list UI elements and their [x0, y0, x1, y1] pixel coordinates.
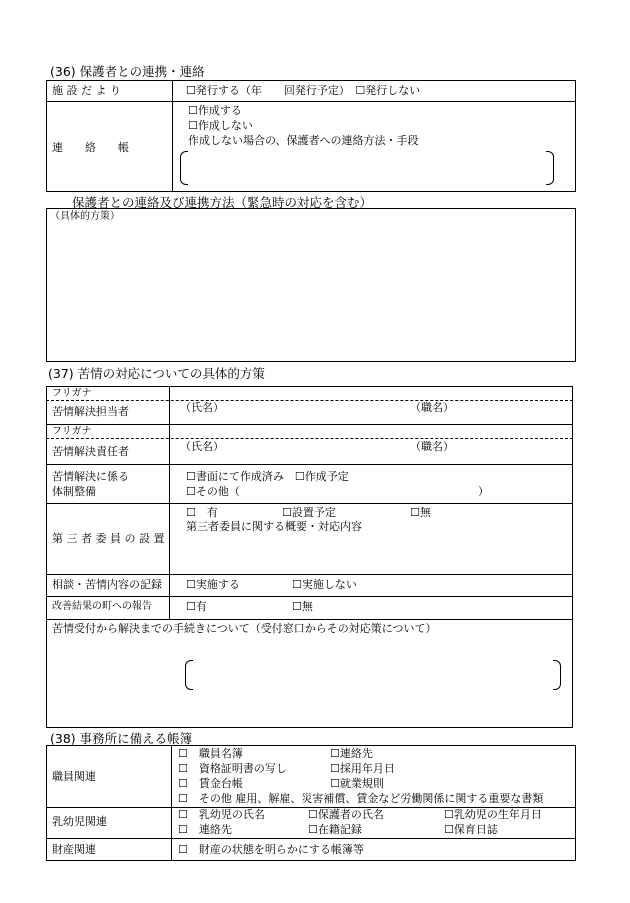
staff-wage-ledger[interactable]: ☐ 賃金台帳 — [178, 777, 243, 790]
child-birthdate[interactable]: ☐乳幼児の生年月日 — [444, 808, 542, 821]
officer-title-label: （職名） — [410, 401, 454, 414]
newsletter-label: 施 設 だ よ り — [52, 84, 121, 97]
contact-method-bracket-right — [546, 151, 554, 185]
system-options[interactable]: ☐書面にて作成済み ☐作成予定 — [186, 470, 349, 483]
section-38-divider — [171, 745, 172, 861]
liaison-box[interactable] — [46, 208, 576, 362]
furigana-rule-2 — [46, 438, 573, 439]
asset-ledger[interactable]: ☐ 財産の状態を明らかにする帳簿等 — [178, 843, 364, 856]
officer-row-rule — [46, 424, 573, 425]
liaison-heading: 保護者との連絡及び連携方法（緊急時の対応を含む） — [72, 195, 373, 210]
staff-roster[interactable]: ☐ 職員名簿 — [178, 747, 243, 760]
third-party-label: 第 三 者 委 員 の 設 置 — [52, 532, 165, 545]
system-other[interactable]: ☐その他（ — [186, 485, 240, 498]
report-yes[interactable]: ☐有 — [186, 600, 207, 613]
child-label: 乳幼児関連 — [52, 815, 107, 828]
specific-plan-label: （具体的方策） — [50, 211, 120, 222]
staff-hire-date[interactable]: ☐採用年月日 — [330, 762, 395, 775]
responsible-row-rule — [46, 464, 573, 465]
enrollment-record[interactable]: ☐在籍記録 — [308, 823, 362, 836]
system-other-close: ） — [478, 485, 489, 498]
report-no[interactable]: ☐無 — [292, 600, 313, 613]
section-36-divider — [172, 80, 173, 192]
newsletter-options[interactable]: ☐発行する（年 回発行予定） ☐発行しない — [186, 84, 421, 97]
record-row-rule — [46, 596, 573, 597]
child-contact[interactable]: ☐ 連絡先 — [178, 823, 232, 836]
officer-name-label: （氏名） — [180, 401, 224, 414]
staff-contact[interactable]: ☐連絡先 — [330, 747, 373, 760]
report-label: 改善結果の町への報告 — [52, 601, 152, 612]
system-row-rule — [46, 503, 573, 504]
third-party-row-rule — [46, 574, 573, 575]
childcare-diary[interactable]: ☐保育日誌 — [444, 823, 498, 836]
furigana-label-2: フリガナ — [52, 426, 92, 437]
responsible-name-label: （氏名） — [180, 440, 224, 453]
furigana-label-1: フリガナ — [52, 388, 92, 399]
child-name[interactable]: ☐ 乳幼児の氏名 — [178, 808, 265, 821]
section-37-heading: (37) 苦情の対応についての具体的方策 — [48, 366, 265, 381]
third-party-note: 第三者委員に関する概要・対応内容 — [186, 520, 362, 533]
record-label: 相談・苦情内容の記録 — [52, 578, 162, 591]
contact-book-label: 連 絡 帳 — [52, 141, 129, 154]
contact-book-note: 作成しない場合の、保護者への連絡方法・手段 — [188, 134, 419, 147]
contact-method-bracket-left — [180, 151, 188, 185]
record-not-implement[interactable]: ☐実施しない — [292, 578, 357, 591]
staff-label: 職員関連 — [52, 770, 96, 783]
responsible-title-label: （職名） — [410, 440, 454, 453]
third-party-yes[interactable]: ☐ 有 — [186, 506, 218, 519]
asset-label: 財産関連 — [52, 843, 96, 856]
child-row-rule — [46, 838, 576, 839]
complaint-officer-label: 苦情解決担当者 — [52, 405, 129, 418]
section-36-heading: (36) 保護者との連携・連絡 — [50, 64, 205, 79]
third-party-planned[interactable]: ☐設置予定 — [282, 506, 336, 519]
contact-book-not-create[interactable]: ☐作成しない — [188, 119, 253, 132]
report-row-rule — [46, 619, 573, 620]
record-implement[interactable]: ☐実施する — [186, 578, 240, 591]
staff-other[interactable]: ☐ その他 雇用、解雇、災害補償、賃金など労働関係に関する重要な書類 — [178, 792, 544, 805]
staff-qualification[interactable]: ☐ 資格証明書の写し — [178, 762, 287, 775]
procedure-bracket-right — [553, 660, 561, 690]
furigana-rule-1 — [46, 400, 573, 401]
procedure-label: 苦情受付から解決までの手続きについて（受付窓口からその対応策について） — [52, 622, 437, 635]
procedure-bracket-left — [185, 660, 193, 690]
section-36-row-rule — [46, 101, 576, 102]
complaint-responsible-label: 苦情解決責任者 — [52, 445, 129, 458]
guardian-name[interactable]: ☐保護者の氏名 — [308, 808, 384, 821]
system-label-line2: 体制整備 — [52, 485, 96, 498]
staff-rules[interactable]: ☐就業規則 — [330, 777, 384, 790]
third-party-no[interactable]: ☐無 — [410, 506, 431, 519]
section-38-heading: (38) 事務所に備える帳簿 — [50, 731, 193, 746]
system-label-line1: 苦情解決に係る — [52, 470, 129, 483]
contact-book-create[interactable]: ☐作成する — [188, 104, 242, 117]
